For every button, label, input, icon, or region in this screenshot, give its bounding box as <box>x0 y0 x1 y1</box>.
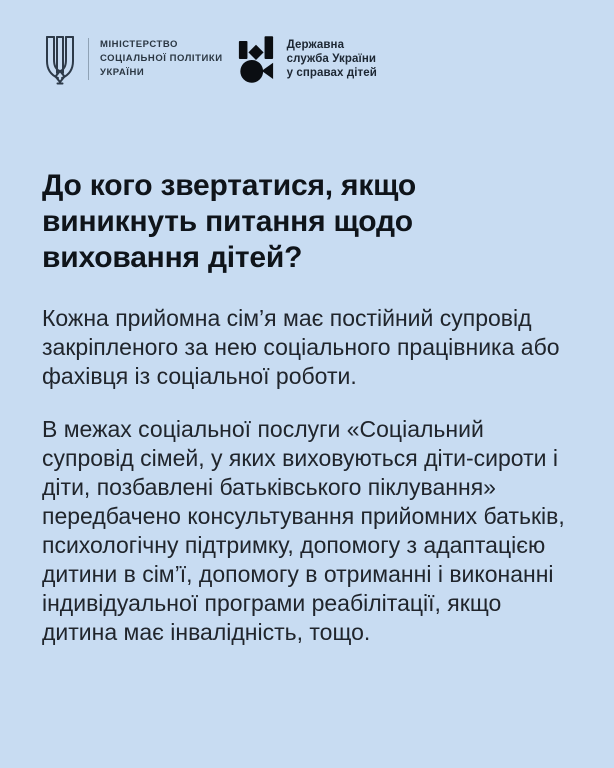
ukraine-trident-icon <box>42 33 78 85</box>
paragraph-support: Кожна прийомна сім’я має постійний супровід закріпленого за нею соціального працівника або фахівця із соціальної роботи. <box>42 305 560 389</box>
children-service-logo-icon <box>237 34 275 84</box>
service-logo-group <box>237 34 377 84</box>
ministry-logo-group <box>42 33 223 85</box>
ministry-text-line: СОЦІАЛЬНОЇ ПОЛІТИКИ <box>100 53 223 64</box>
service-logo-text <box>287 38 377 80</box>
ministry-text-line: МІНІСТЕРСТВО <box>100 39 178 50</box>
page-title: До кого звертатися, якщо виникнуть питання щодо виховання дітей? <box>42 169 417 274</box>
poster-content <box>42 168 576 647</box>
paragraph-service-details: В межах соціальної послуги «Соціальний супровід сімей, у яких виховуються діти-сироти і діти, позбавлені батьківського піклування» передбачено консультування прийомних батьків, психологічну підтримку, допомогу з адаптацією дитини в сім’ї, допомогу в отриманні і виконанні індивідуальної програми реабілітації, якщо дитина має інвалідність, тощо. <box>42 416 565 645</box>
ministry-logo-text <box>100 38 223 80</box>
header-logos <box>42 33 576 85</box>
service-text-line: у справах дітей <box>286 67 377 79</box>
service-text-line: служба України <box>286 53 377 65</box>
service-text-line: Державна <box>286 39 345 51</box>
logo-divider <box>88 38 89 80</box>
ministry-text-line: УКРАЇНИ <box>100 67 145 78</box>
